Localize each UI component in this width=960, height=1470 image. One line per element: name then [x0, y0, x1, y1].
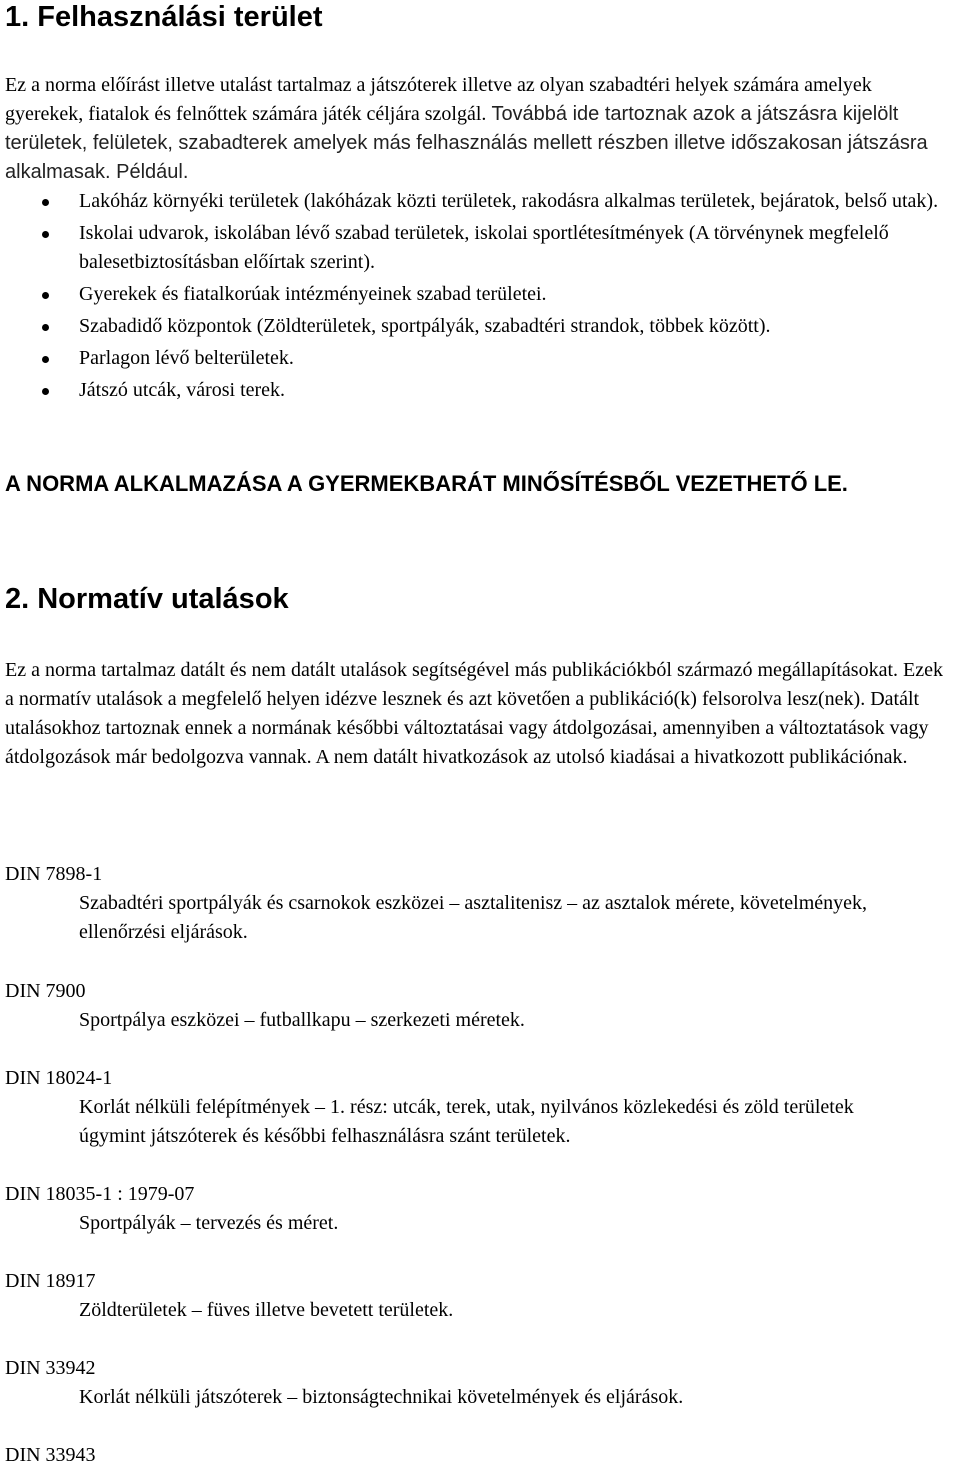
- reference-description: Sportpályák – tervezés és méret.: [79, 1212, 339, 1234]
- list-item-text: Lakóház környéki területek (lakóházak közti területek, rakodásra alkalmas területek, bejáratok, belső utak).: [79, 190, 939, 212]
- reference-code: DIN 33943: [5, 1444, 96, 1466]
- reference-code: DIN 7898-1: [5, 863, 103, 885]
- reference-description: Korlát nélküli játszóterek – biztonságtechnikai követelmények és eljárások.: [79, 1386, 684, 1408]
- reference-description: Zöldterületek – füves illetve bevetett területek.: [79, 1299, 454, 1321]
- reference-entry: [5, 1267, 955, 1325]
- reference-entry: [5, 1180, 955, 1238]
- list-item: [0, 219, 955, 277]
- reference-code: DIN 18024-1: [5, 1067, 113, 1089]
- section-1-title: 1. Felhasználási terület: [5, 1, 323, 33]
- section-1-intro: [5, 71, 955, 187]
- reference-code: DIN 7900: [5, 980, 86, 1002]
- reference-entry: [5, 860, 955, 947]
- list-item-text: Szabadidő központok (Zöldterületek, sportpályák, szabadtéri strandok, többek között).: [79, 315, 771, 337]
- reference-entry: [5, 1354, 955, 1412]
- reference-description: Szabadtéri sportpályák és csarnokok eszközei – asztalitenisz – az asztalok mérete, követelmények, ellenőrzési eljárások.: [79, 892, 868, 943]
- usage-area-list: [0, 187, 955, 405]
- reference-entry: [5, 1064, 955, 1151]
- list-item: [0, 312, 955, 341]
- bullet-icon: [42, 356, 49, 363]
- list-item-text: Parlagon lévő belterületek.: [79, 347, 294, 369]
- bullet-icon: [42, 324, 49, 331]
- list-item-text: Iskolai udvarok, iskolában lévő szabad területek, iskolai sportlétesítmények (A törvénynek megfelelő balesetbiztosításban előírtak szerint).: [79, 222, 889, 273]
- section-2-text: Ez a norma tartalmaz datált és nem datált utalások segítségével más publikációkból származó megállapításokat. Ezek a normatív utalások a megfelelő helyen idézve lesznek és azt követően a publikáció(k) felsorolva lesz(nek). Datált utalásokhoz tartoznak ennek a normának későbbi változtatásai vagy átdolgozásai, amennyiben a változtatások vagy átdolgozások már bedolgozva vannak. A nem datált hivatkozások az utolsó kiadásai a hivatkozott publikációnak.: [5, 659, 943, 768]
- bullet-icon: [42, 199, 49, 206]
- intro-text-part-1: Ez a norma előírást illetve utalást tartalmaz a játszóterek illetve az olyan szabadtéri helyek számára amelyek gyerekek, fiatalok és felnőttek számára játék céljára szolgál.: [5, 74, 872, 125]
- reference-description: Korlát nélküli felépítmények – 1. rész: utcák, terek, utak, nyilvános közlekedési és zöld területek úgymint játszóterek és későbbi felhasználásra szánt területek.: [79, 1096, 854, 1147]
- list-item: [0, 280, 955, 309]
- list-item: [0, 344, 955, 373]
- reference-description: Sportpálya eszközei – futballkapu – szerkezeti méretek.: [79, 1009, 525, 1031]
- reference-code: DIN 33942: [5, 1357, 96, 1379]
- list-item-text: Játszó utcák, városi terek.: [79, 379, 286, 401]
- section-2-title: 2. Normatív utalások: [5, 583, 289, 615]
- bullet-icon: [42, 388, 49, 395]
- application-notice: A NORMA ALKALMAZÁSA A GYERMEKBARÁT MINŐSÍTÉSBŐL VEZETHETŐ LE.: [5, 471, 848, 496]
- reference-code: DIN 18917: [5, 1270, 96, 1292]
- intro-text-part-2: Továbbá ide tartoznak azok a játszásra kijelölt területek, felületek, szabadterek amelyek más felhasználás mellett részben illetve időszakosan játszásra alkalmasak. Például.: [5, 103, 928, 183]
- list-item-text: Gyerekek és fiatalkorúak intézményeinek szabad területei.: [79, 283, 547, 305]
- bullet-icon: [42, 231, 49, 238]
- reference-code: DIN 18035-1 : 1979-07: [5, 1183, 195, 1205]
- bullet-icon: [42, 292, 49, 299]
- list-item: [0, 187, 955, 216]
- list-item: [0, 376, 955, 405]
- reference-entry: [5, 977, 955, 1035]
